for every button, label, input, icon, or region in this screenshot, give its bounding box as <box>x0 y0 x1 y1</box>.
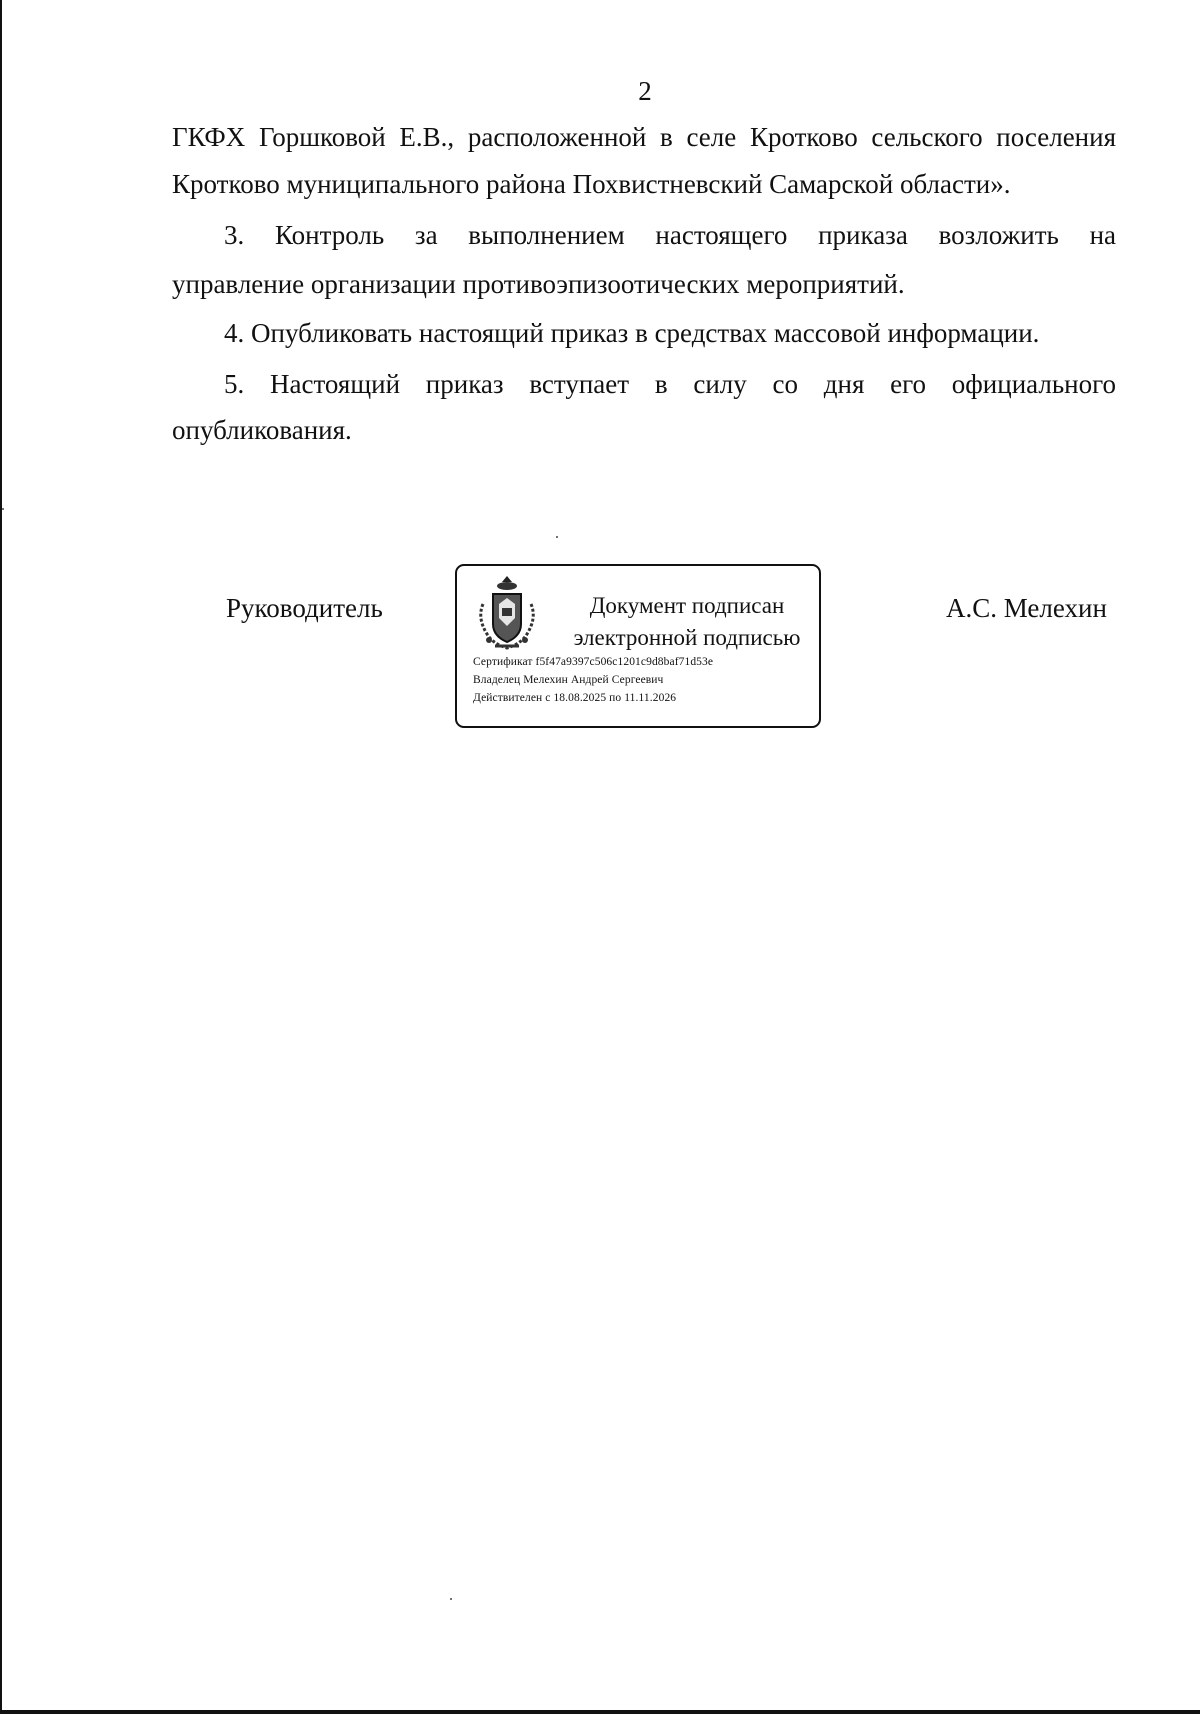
stamp-title-line-1: Документ подписан <box>589 593 785 618</box>
paragraph-5-line-2: опубликования. <box>172 415 352 445</box>
coat-of-arms-icon <box>475 574 539 654</box>
paragraph-1-line-1: ГКФХ Горшковой Е.В., расположенной в селе Кротково сельского поселения <box>172 122 1116 152</box>
scan-speck <box>556 536 558 538</box>
signatory-position: Руководитель <box>226 593 383 623</box>
paragraph-5-line-1: 5. Настоящий приказ вступает в силу со дня его официального <box>224 369 1116 399</box>
scan-left-edge <box>0 0 2 1714</box>
electronic-signature-stamp <box>455 564 821 728</box>
stamp-title <box>557 590 817 654</box>
paragraph-1-line-2: Кротково муниципального района Похвистневский Самарской области». <box>172 169 1011 199</box>
paragraph-3-line-2: управление организации противоэпизоотических мероприятий. <box>172 269 905 299</box>
scan-bottom-edge <box>0 1710 1200 1714</box>
scan-speck <box>2 508 4 510</box>
paragraph-3-line-1: 3. Контроль за выполнением настоящего приказа возложить на <box>224 220 1116 250</box>
signatory-name: А.С. Мелехин <box>946 593 1107 623</box>
stamp-title-line-2: электронной подписью <box>573 625 801 650</box>
stamp-certificate: Сертификат f5f47a9397c506c1201c9d8baf71d53e <box>473 656 714 668</box>
scan-speck <box>450 1598 452 1600</box>
stamp-owner: Владелец Мелехин Андрей Сергеевич <box>473 674 664 686</box>
page-number: 2 <box>638 76 652 106</box>
stamp-validity: Действителен с 18.08.2025 по 11.11.2026 <box>473 692 677 704</box>
paragraph-4-line-1: 4. Опубликовать настоящий приказ в средствах массовой информации. <box>224 318 1040 348</box>
